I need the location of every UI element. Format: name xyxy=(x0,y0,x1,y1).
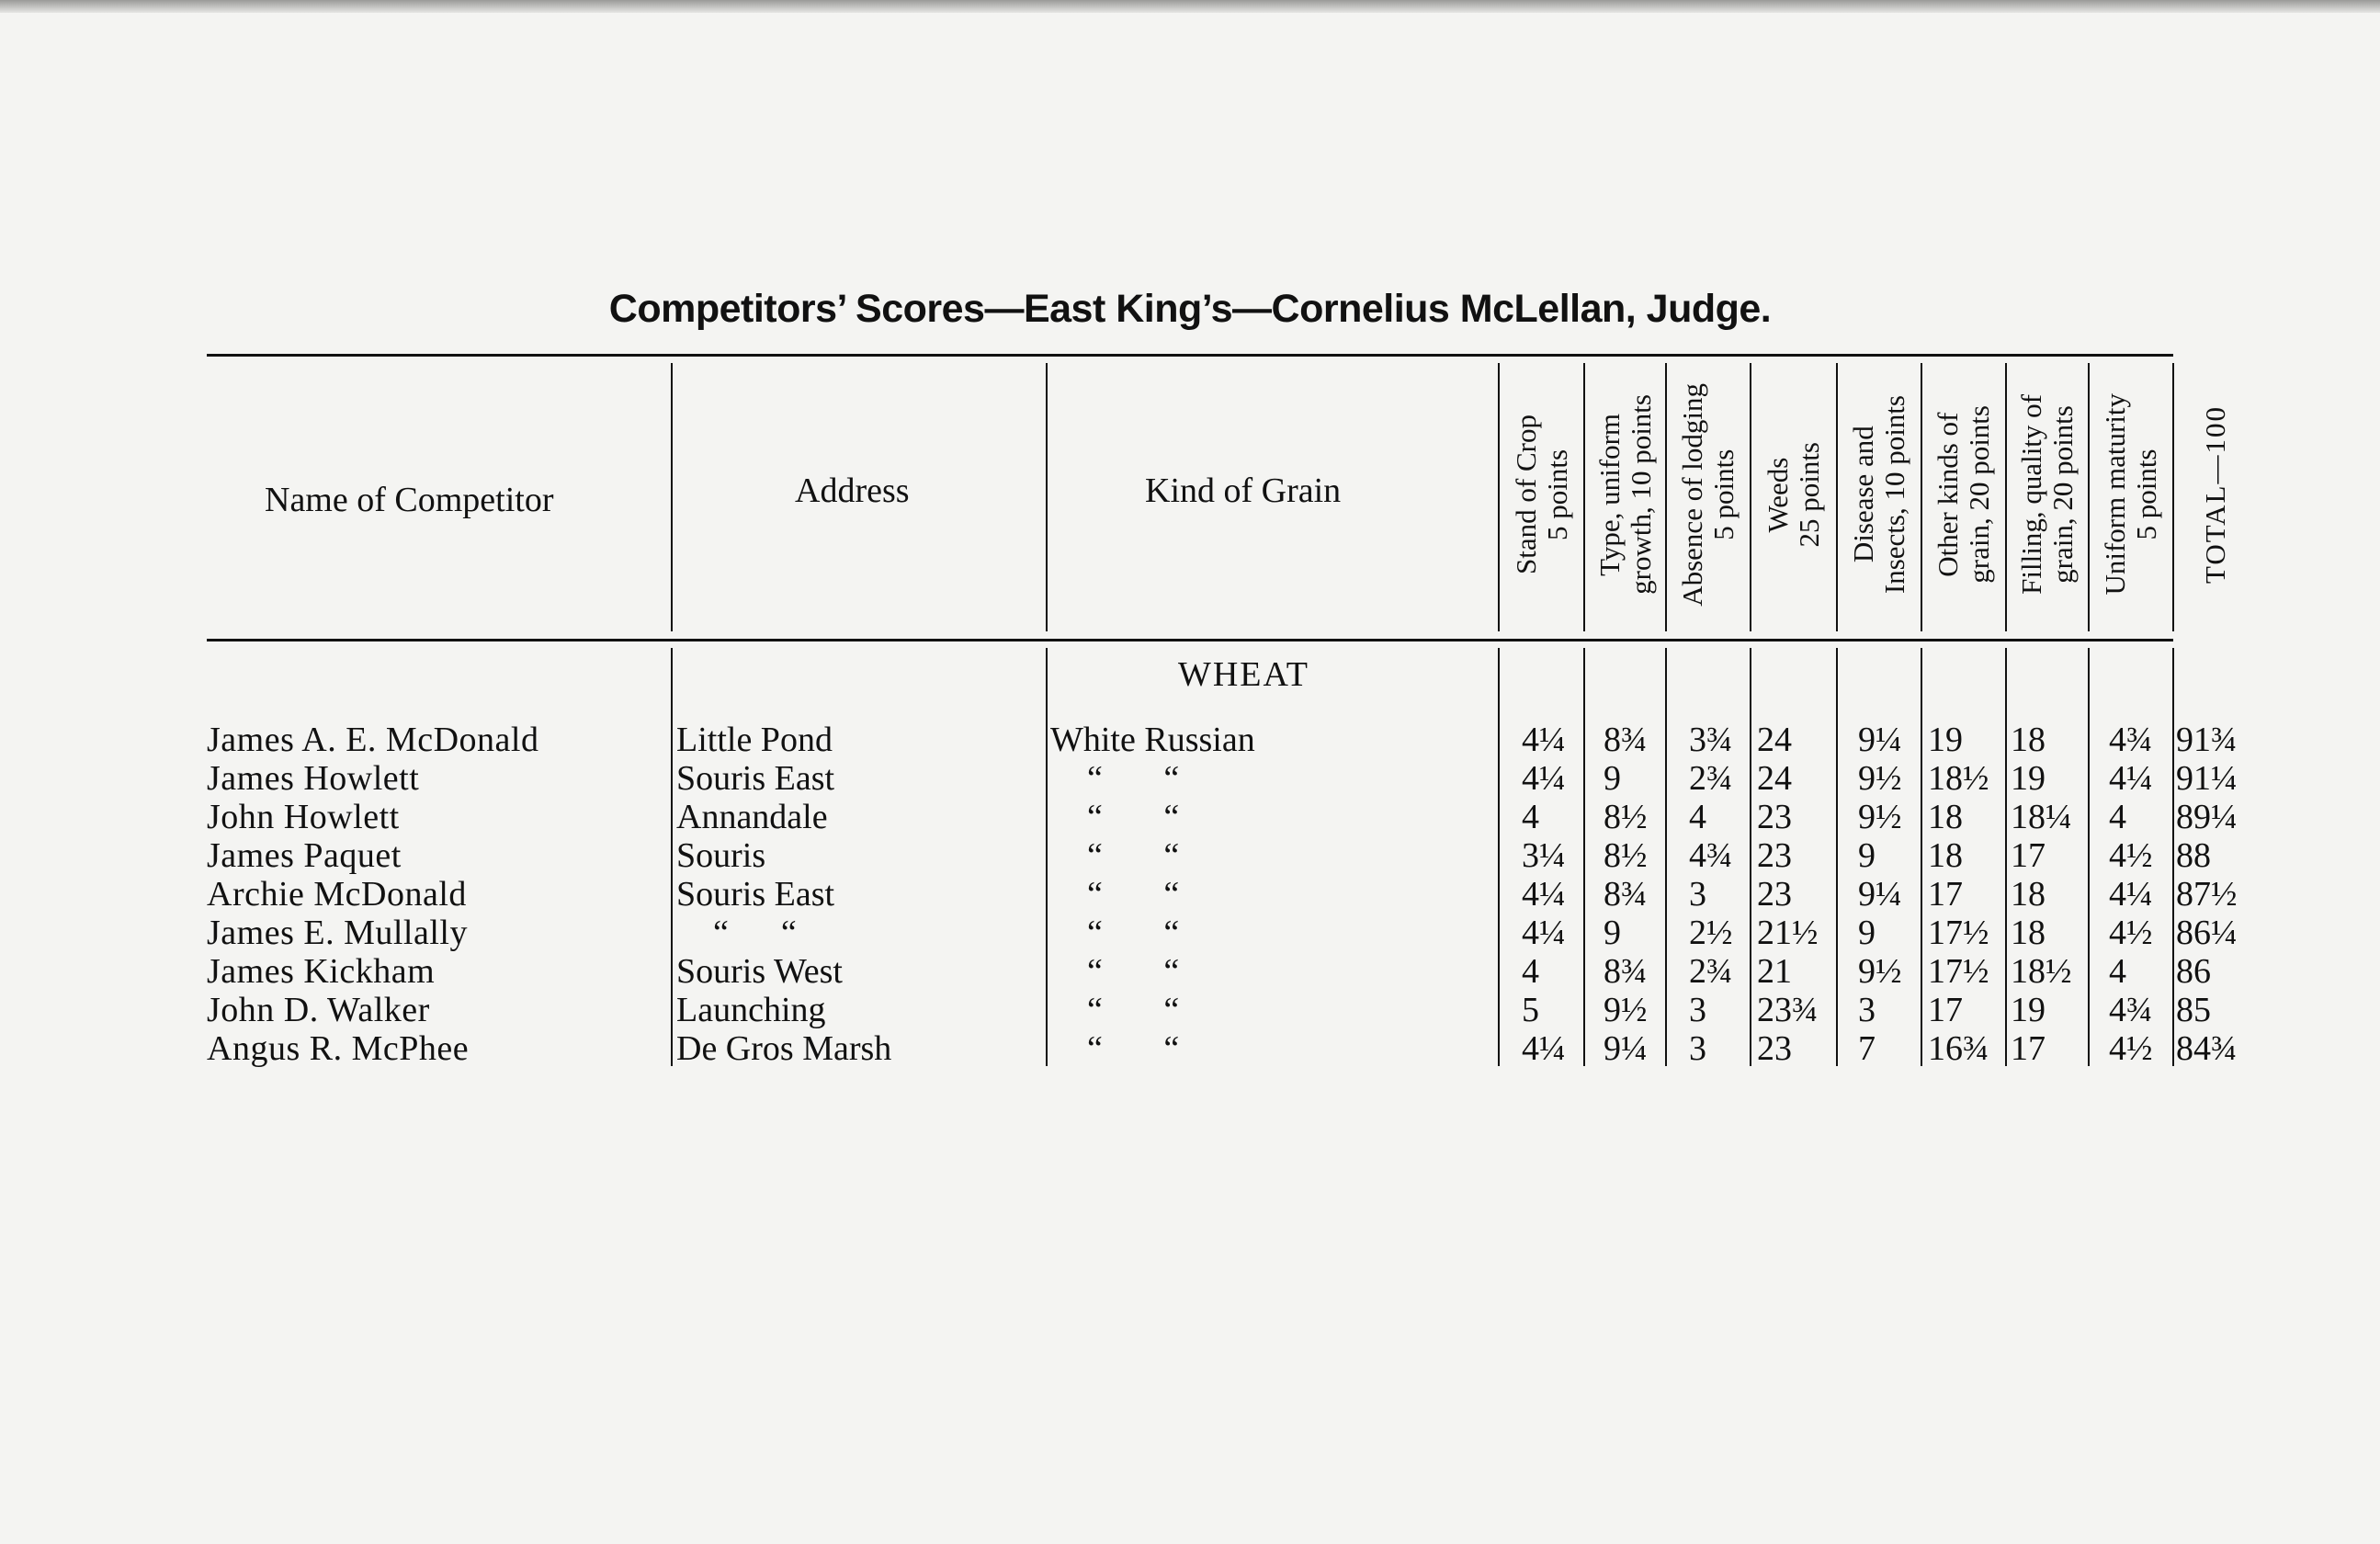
cell-other: 19 xyxy=(1928,721,1963,759)
cell-other: 16¾ xyxy=(1928,1029,1989,1068)
cell-disease: 9½ xyxy=(1858,798,1902,836)
cell-other: 18 xyxy=(1928,836,1963,875)
cell-maturity: 4¼ xyxy=(2109,875,2153,914)
header-lodging: Absence of lodging 5 points xyxy=(1676,382,1740,607)
cell-lodging: 3 xyxy=(1689,991,1706,1029)
cell-lodging: 4¾ xyxy=(1689,836,1733,875)
cell-grain: “ “ xyxy=(1087,914,1180,952)
cell-filling: 19 xyxy=(2011,991,2046,1029)
cell-name: Archie McDonald xyxy=(207,875,467,914)
cell-stand: 3¼ xyxy=(1522,836,1566,875)
header-stand: Stand of Crop 5 points xyxy=(1509,414,1573,574)
cell-stand: 4 xyxy=(1522,952,1539,991)
cell-total: 89¼ xyxy=(2176,798,2238,836)
cell-name: James E. Mullally xyxy=(207,914,468,952)
cell-type: 8¾ xyxy=(1604,952,1648,991)
cell-weeds: 23 xyxy=(1757,836,1792,875)
cell-weeds: 23 xyxy=(1757,875,1792,914)
header-disease: Disease and Insects, 10 points xyxy=(1847,394,1910,595)
header-disease-cell xyxy=(1838,357,1921,632)
header-weeds: Weeds 25 points xyxy=(1762,441,1825,548)
cell-maturity: 4½ xyxy=(2109,836,2153,875)
cell-filling: 18½ xyxy=(2011,952,2072,991)
cell-other: 17½ xyxy=(1928,914,1989,952)
cell-address: Souris xyxy=(676,836,766,875)
cell-weeds: 21½ xyxy=(1757,914,1819,952)
cell-total: 84¾ xyxy=(2176,1029,2238,1068)
cell-stand: 4¼ xyxy=(1522,875,1566,914)
cell-maturity: 4¾ xyxy=(2109,721,2153,759)
header-type: Type, uniform growth, 10 points xyxy=(1592,394,1657,595)
cell-maturity: 4 xyxy=(2109,798,2126,836)
cell-total: 86 xyxy=(2176,952,2211,991)
cell-address: De Gros Marsh xyxy=(676,1029,892,1068)
table-row xyxy=(0,758,2380,797)
header-name: Name of Competitor xyxy=(265,481,554,519)
header-filling-cell xyxy=(2007,357,2088,632)
header-other: Other kinds of grain, 20 points xyxy=(1932,405,1995,584)
cell-address: Little Pond xyxy=(676,721,833,759)
cell-total: 91¾ xyxy=(2176,721,2238,759)
cell-grain: “ “ xyxy=(1087,798,1180,836)
cell-grain: White Russian xyxy=(1050,721,1255,759)
table-row xyxy=(0,797,2380,835)
cell-weeds: 21 xyxy=(1757,952,1792,991)
cell-name: James A. E. McDonald xyxy=(207,721,539,759)
header-grain: Kind of Grain xyxy=(1145,471,1342,510)
header-filling: Filling, quality of grain, 20 points xyxy=(2015,394,2079,595)
cell-other: 17½ xyxy=(1928,952,1989,991)
cell-maturity: 4½ xyxy=(2109,914,2153,952)
cell-name: James Howlett xyxy=(207,759,420,798)
cell-lodging: 3 xyxy=(1689,1029,1706,1068)
cell-address: Souris East xyxy=(676,875,835,914)
cell-address: “ “ xyxy=(713,914,797,952)
cell-disease: 9¼ xyxy=(1858,875,1902,914)
cell-other: 17 xyxy=(1928,991,1963,1029)
table-row xyxy=(0,720,2380,758)
cell-weeds: 23 xyxy=(1757,1029,1792,1068)
cell-stand: 4¼ xyxy=(1522,759,1566,798)
cell-total: 85 xyxy=(2176,991,2211,1029)
cell-maturity: 4¾ xyxy=(2109,991,2153,1029)
cell-name: John Howlett xyxy=(207,798,400,836)
cell-name: James Paquet xyxy=(207,836,402,875)
cell-weeds: 23¾ xyxy=(1757,991,1819,1029)
cell-disease: 9 xyxy=(1858,836,1876,875)
cell-filling: 19 xyxy=(2011,759,2046,798)
cell-total: 91¼ xyxy=(2176,759,2238,798)
cell-filling: 18 xyxy=(2011,914,2046,952)
cell-type: 9¼ xyxy=(1604,1029,1648,1068)
header-other-cell xyxy=(1922,357,2005,632)
scan-edge xyxy=(0,0,2380,13)
cell-filling: 17 xyxy=(2011,836,2046,875)
cell-type: 9 xyxy=(1604,914,1621,952)
cell-stand: 4¼ xyxy=(1522,914,1566,952)
cell-name: Angus R. McPhee xyxy=(207,1029,470,1068)
header-total: TOTAL—100 xyxy=(2199,404,2231,585)
cell-disease: 9¼ xyxy=(1858,721,1902,759)
header-weeds-cell xyxy=(1751,357,1836,632)
cell-maturity: 4¼ xyxy=(2109,759,2153,798)
cell-grain: “ “ xyxy=(1087,875,1180,914)
cell-total: 87½ xyxy=(2176,875,2238,914)
cell-grain: “ “ xyxy=(1087,836,1180,875)
cell-grain: “ “ xyxy=(1087,991,1180,1029)
cell-filling: 18 xyxy=(2011,721,2046,759)
cell-other: 17 xyxy=(1928,875,1963,914)
header-maturity: Uniform maturity 5 points xyxy=(2099,393,2162,596)
cell-filling: 17 xyxy=(2011,1029,2046,1068)
header-total-cell xyxy=(2174,357,2257,632)
cell-other: 18½ xyxy=(1928,759,1989,798)
cell-type: 8½ xyxy=(1604,836,1648,875)
cell-lodging: 3 xyxy=(1689,875,1706,914)
cell-weeds: 23 xyxy=(1757,798,1792,836)
cell-grain: “ “ xyxy=(1087,1029,1180,1068)
table-row xyxy=(0,1028,2380,1067)
cell-maturity: 4 xyxy=(2109,952,2126,991)
cell-disease: 7 xyxy=(1858,1029,1876,1068)
cell-address: Souris East xyxy=(676,759,835,798)
cell-lodging: 2½ xyxy=(1689,914,1733,952)
header-type-cell xyxy=(1585,357,1665,632)
cell-disease: 9½ xyxy=(1858,952,1902,991)
cell-total: 88 xyxy=(2176,836,2211,875)
cell-stand: 4¼ xyxy=(1522,1029,1566,1068)
cell-stand: 4¼ xyxy=(1522,721,1566,759)
cell-address: Souris West xyxy=(676,952,843,991)
cell-lodging: 3¾ xyxy=(1689,721,1733,759)
cell-filling: 18 xyxy=(2011,875,2046,914)
table-title: Competitors’ Scores—East King’s—Cornelius McLellan, Judge. xyxy=(608,287,1772,331)
cell-weeds: 24 xyxy=(1757,721,1792,759)
cell-type: 8¾ xyxy=(1604,721,1648,759)
cell-disease: 3 xyxy=(1858,991,1876,1029)
table-row xyxy=(0,951,2380,990)
cell-address: Annandale xyxy=(676,798,828,836)
cell-stand: 4 xyxy=(1522,798,1539,836)
col-divider xyxy=(1046,363,1048,631)
cell-stand: 5 xyxy=(1522,991,1539,1029)
header-address: Address xyxy=(795,471,910,510)
table-row xyxy=(0,990,2380,1028)
cell-disease: 9 xyxy=(1858,914,1876,952)
cell-other: 18 xyxy=(1928,798,1963,836)
header-bottom-rule xyxy=(207,639,2173,641)
table-row xyxy=(0,913,2380,951)
cell-lodging: 2¾ xyxy=(1689,759,1733,798)
cell-maturity: 4½ xyxy=(2109,1029,2153,1068)
cell-type: 8¾ xyxy=(1604,875,1648,914)
cell-disease: 9½ xyxy=(1858,759,1902,798)
col-divider xyxy=(671,363,673,631)
cell-weeds: 24 xyxy=(1757,759,1792,798)
cell-lodging: 2¾ xyxy=(1689,952,1733,991)
section-label-wheat: WHEAT xyxy=(1178,655,1309,694)
table-row xyxy=(0,835,2380,874)
header-stand-cell xyxy=(1500,357,1583,632)
cell-type: 8½ xyxy=(1604,798,1648,836)
cell-total: 86¼ xyxy=(2176,914,2238,952)
cell-filling: 18¼ xyxy=(2011,798,2072,836)
cell-type: 9½ xyxy=(1604,991,1648,1029)
cell-grain: “ “ xyxy=(1087,759,1180,798)
cell-lodging: 4 xyxy=(1689,798,1706,836)
header-maturity-cell xyxy=(2090,357,2172,632)
header-lodging-cell xyxy=(1667,357,1750,632)
cell-address: Launching xyxy=(676,991,826,1029)
cell-name: John D. Walker xyxy=(207,991,430,1029)
cell-type: 9 xyxy=(1604,759,1621,798)
cell-name: James Kickham xyxy=(207,952,436,991)
cell-grain: “ “ xyxy=(1087,952,1180,991)
table-row xyxy=(0,874,2380,913)
